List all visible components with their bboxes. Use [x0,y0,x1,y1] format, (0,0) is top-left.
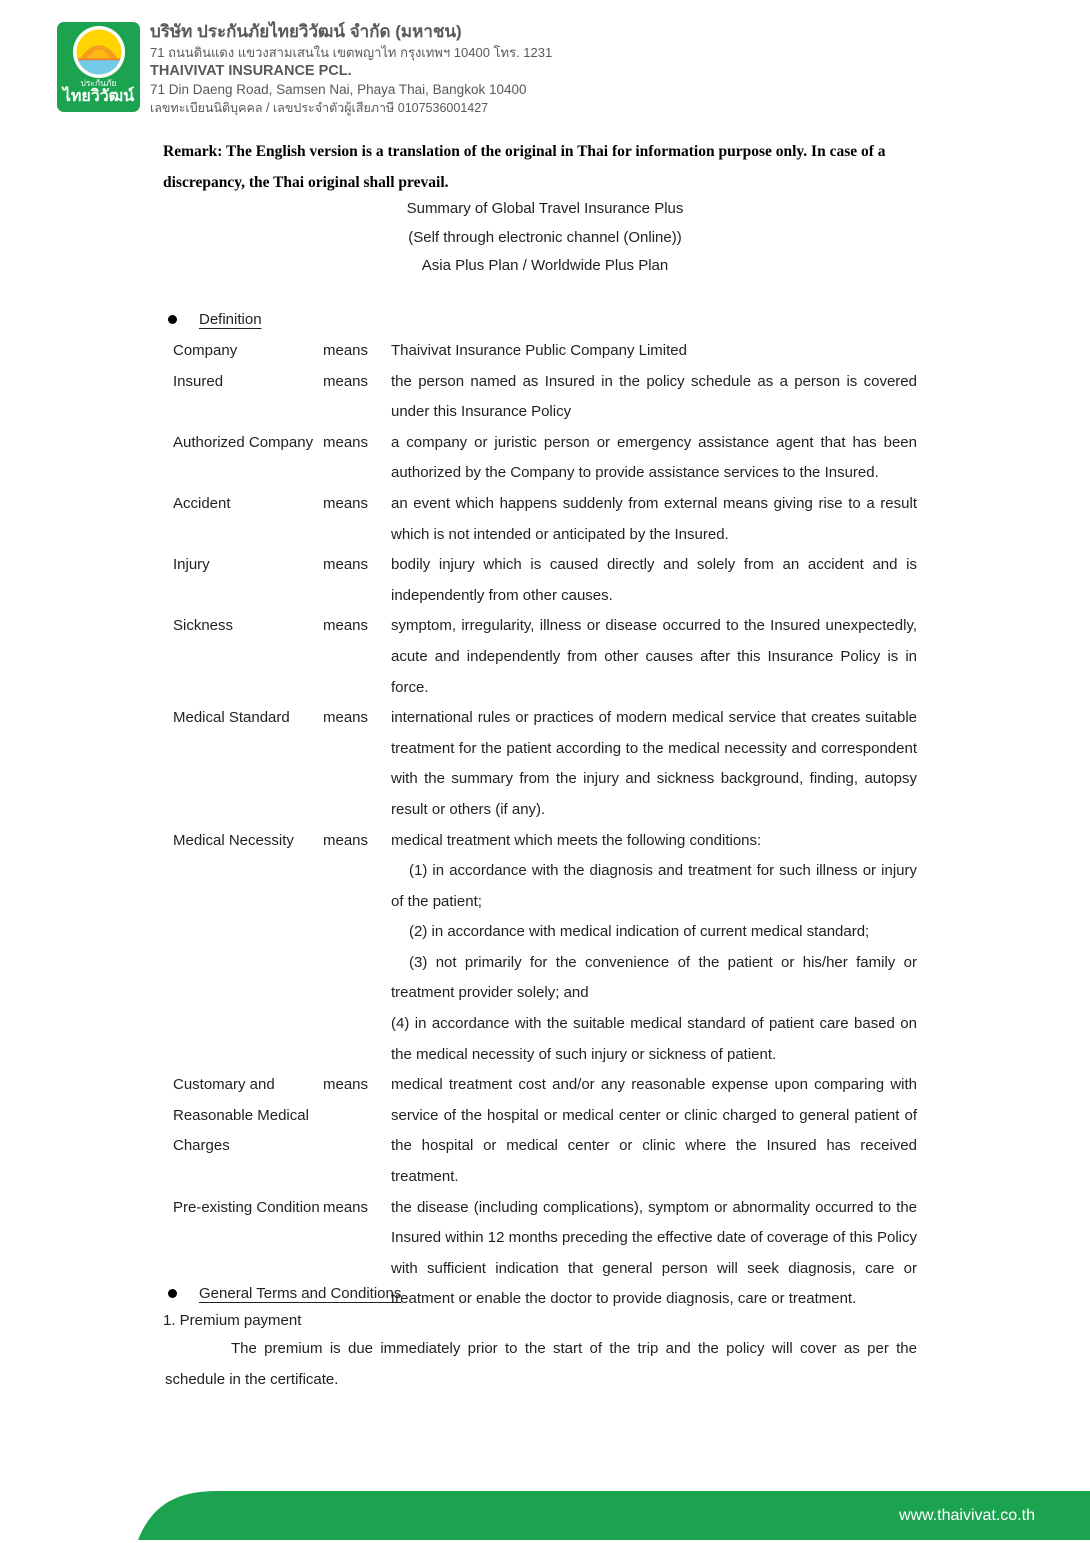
definition-means: means [323,1076,369,1094]
definition-row [0,489,1090,550]
company-name-th: บริษัท ประกันภัยไทยวิวัฒน์ จำกัด (มหาชน) [150,22,462,41]
definition-paragraph: international rules or practices of modern medical service that creates suitable treatment for the patient according to the medical necessity and correspondent with the summary from the injury and sickness background, finding, autopsy result or others (if any). [391,709,917,818]
definition-row [0,1070,1090,1192]
terms-section-heading [168,1278,401,1308]
remark-text: Remark: The English version is a translation of the original in Thai for information purpose only. In case of a discrepancy, the Thai original shall prevail. [163,143,886,191]
logo-text-top: ประกันภัย [80,78,117,88]
document-title-block [0,195,1090,281]
premium-payment-paragraph: The premium is due immediately prior to the start of the trip and the policy will cover as per the schedule in the certificate. [165,1340,917,1388]
definition-paragraph: medical treatment cost and/or any reasonable expense upon comparing with service of the hospital or medical center or clinic charged to general patient of the hospital or medical center or clinic where the Insured has received treatment. [391,1076,917,1186]
definition-paragraph: Thaivivat Insurance Public Company Limited [391,342,687,359]
terms-heading-label: General Terms and Conditions [199,1284,402,1302]
bullet-icon [168,315,177,324]
doc-title-line3: Asia Plus Plan / Worldwide Plus Plan [421,257,669,274]
company-address-en: 71 Din Daeng Road, Samsen Nai, Phaya Thai, Bangkok 10400 [150,82,527,97]
definition-section-heading [168,304,262,334]
thaivivat-sunrise-icon [73,26,125,78]
definition-row [0,336,1090,367]
definition-paragraph: a company or juristic person or emergency assistance agent that has been authorized by the Company to provide assistance services to the Insured. [391,433,917,482]
definition-paragraph: (4) in accordance with the suitable medical standard of patient care based on the medical necessity of such injury or sickness of patient. [391,1015,917,1063]
definition-text [391,1070,917,1192]
definition-term: Accident [173,494,231,512]
definition-text [391,703,917,825]
definition-text [391,489,917,550]
definition-means: means [323,1198,369,1216]
company-logo [57,22,140,112]
definition-row [0,611,1090,703]
definition-term: Insured [173,372,224,390]
premium-payment-heading: 1. Premium payment [163,1312,302,1329]
doc-title-line1: Summary of Global Travel Insurance Plus [406,200,684,217]
company-address-th: 71 ถนนดินแดง แขวงสามเสนใน เขตพญาไท กรุงเทพฯ 10400 โทร. 1231 [150,45,553,60]
definition-list [0,336,1090,1315]
definition-text [391,428,917,489]
definition-paragraph: (1) in accordance with the diagnosis and treatment for such illness or injury of the patient; [391,862,917,910]
definition-paragraph: (3) not primarily for the convenience of the patient or his/her family or treatment provider solely; and [391,953,917,1002]
definition-paragraph: symptom, irregularity, illness or disease occurred to the Insured unexpectedly, acute and independently from other causes after this Insurance Policy is in force. [391,617,917,696]
bullet-icon [168,1289,177,1298]
definition-row [0,428,1090,489]
doc-title-line2: (Self through electronic channel (Online)) [408,228,682,246]
definition-term: Injury [173,556,210,574]
definition-term: Authorized Company [173,433,314,451]
definition-means: means [323,342,369,359]
definition-text [391,1193,917,1315]
definition-means: means [323,494,369,512]
definition-paragraph: the disease (including complications), symptom or abnormality occurred to the Insured within 12 months preceding the effective date of coverage of this Policy with sufficient indication that general person will seek diagnosis, care or treatment or enable the doctor to provide diagnosis, care or treatment. [391,1198,917,1308]
definition-text [391,550,917,611]
definition-paragraph: an event which happens suddenly from external means giving rise to a result which is not intended or anticipated by the Insured. [391,494,917,543]
definition-row [0,703,1090,825]
footer-url: www.thaivivat.co.th [898,1507,1035,1524]
definition-text [391,611,917,703]
definition-term: Medical Standard [173,709,290,727]
definition-text [391,367,917,428]
company-letterhead [150,20,552,117]
footer-bar [0,1491,1090,1543]
definition-means: means [323,617,369,635]
company-registration: เลขทะเบียนนิติบุคคล / เลขประจำตัวผู้เสียภาษี 0107536001427 [150,101,489,115]
definition-term: Customary and Reasonable Medical Charges [173,1076,309,1155]
definition-paragraph: bodily injury which is caused directly and solely from an accident and is independently from other causes. [391,556,917,604]
definition-term: Pre-existing Condition [173,1198,320,1216]
definition-heading-label: Definition [199,310,262,328]
definition-paragraph: the person named as Insured in the policy schedule as a person is covered under this Insurance Policy [391,372,917,421]
definition-paragraph: (2) in accordance with medical indication of current medical standard; [409,923,870,941]
definition-text [391,826,917,1071]
definition-row [0,826,1090,1071]
definition-text [391,336,917,367]
definition-term: Medical Necessity [173,831,294,849]
definition-term: Company [173,342,238,359]
definition-means: means [323,433,369,451]
logo-text-bottom: ไทยวิวัฒน์ [62,88,135,105]
definition-means: means [323,831,369,849]
definition-row [0,550,1090,611]
definition-means: means [323,709,369,727]
definition-means: means [323,372,369,390]
definition-term: Sickness [173,617,234,635]
company-name-en: THAIVIVAT INSURANCE PCL. [150,63,352,79]
definition-row [0,1193,1090,1315]
definition-paragraph: medical treatment which meets the following conditions: [391,831,762,849]
definition-row [0,367,1090,428]
definition-means: means [323,556,369,574]
